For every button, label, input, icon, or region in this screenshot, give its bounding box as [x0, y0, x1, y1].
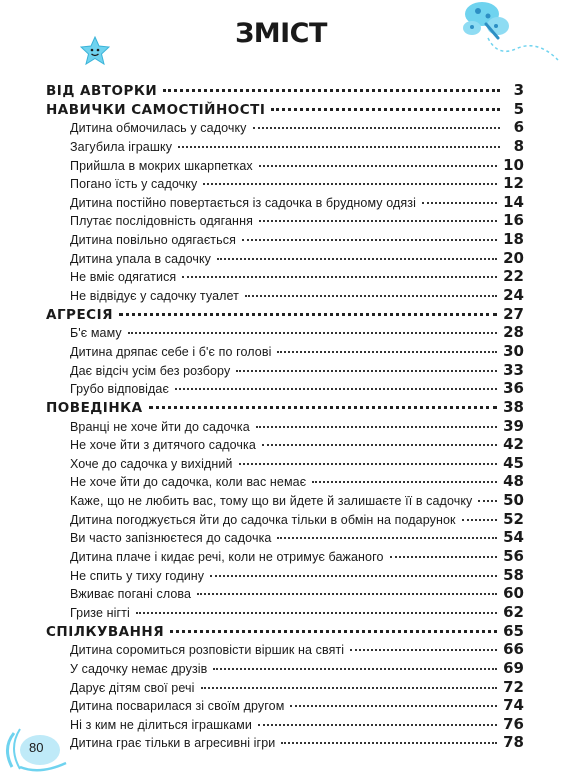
- dot-leader: [178, 146, 500, 148]
- dot-leader: [256, 426, 497, 428]
- toc-entry-title: Не хоче йти до садочка, коли вас немає: [70, 475, 307, 490]
- toc-item-row: [46, 230, 524, 249]
- dot-leader: [281, 742, 497, 744]
- toc-entry-title: Дарує дітям свої речі: [70, 680, 195, 695]
- dot-leader: [271, 108, 500, 111]
- toc-page-number: 24: [503, 286, 524, 305]
- toc-page-number: 50: [503, 491, 524, 510]
- dot-leader: [253, 127, 500, 129]
- toc-entry-title: Дає відсіч усім без розбору: [70, 363, 231, 378]
- toc-page-number: 60: [503, 584, 524, 603]
- toc-page-number: 74: [503, 696, 524, 715]
- dot-leader: [242, 239, 497, 241]
- dot-leader: [136, 612, 497, 614]
- toc-item-row: [46, 640, 524, 659]
- dot-leader: [203, 183, 497, 185]
- toc-page-number: 10: [503, 155, 524, 174]
- toc-item-row: [46, 472, 524, 491]
- toc-entry-title: Дитина соромиться розповісти віршик на святі: [70, 643, 345, 658]
- toc-item-row: [46, 678, 524, 697]
- toc-item-row: [46, 435, 524, 454]
- toc-item-row: [46, 267, 524, 286]
- dot-leader: [259, 220, 497, 222]
- toc-page-number: 69: [503, 658, 524, 677]
- toc-entry-title: Грубо відповідає: [70, 382, 169, 397]
- toc-item-row: [46, 417, 524, 436]
- toc-page-number: 45: [503, 453, 524, 472]
- toc-page-number: 54: [503, 528, 524, 547]
- toc-item-row: [46, 510, 524, 529]
- toc-item-row: [46, 528, 524, 547]
- toc-entry-title: Не вміє одягатися: [70, 270, 177, 285]
- toc-entry-title: Дитина дряпає себе і б'є по голові: [70, 344, 272, 359]
- toc-entry-title: Плутає послідовність одягання: [70, 214, 253, 229]
- toc-page-number: 42: [503, 435, 524, 454]
- toc-entry-title: Дитина упала в садочку: [70, 251, 212, 266]
- toc-item-row: [46, 733, 524, 752]
- dot-leader: [478, 500, 497, 502]
- toc-entry-title: Не спить у тиху годину: [70, 568, 205, 583]
- toc-entry-title: Дитина посварилася зі своїм другом: [70, 699, 285, 714]
- dot-leader: [119, 313, 497, 316]
- toc-page-number: 48: [503, 472, 524, 491]
- dot-leader: [217, 258, 497, 260]
- toc-entry-title: АГРЕСІЯ: [46, 306, 113, 323]
- toc-page-number: 3: [513, 81, 524, 99]
- toc-item-row: [46, 584, 524, 603]
- toc-item-row: [46, 137, 524, 156]
- dot-leader: [462, 519, 498, 521]
- toc-page-number: 18: [503, 230, 524, 249]
- toc-page-number: 56: [503, 547, 524, 566]
- toc-item-row: [46, 361, 524, 380]
- toc-section-row: [46, 305, 524, 324]
- toc-page-number: 62: [503, 602, 524, 621]
- dot-leader: [197, 593, 497, 595]
- dot-leader: [350, 649, 497, 651]
- toc-entry-title: Гризе нігті: [70, 605, 130, 620]
- toc-entry-title: Не відвідує у садочку туалет: [70, 289, 239, 304]
- toc-entry-title: Ви часто запізнюєтеся до садочка: [70, 531, 272, 546]
- toc-entry-title: Дитина обмочилась у садочку: [70, 121, 247, 136]
- toc-entry-title: СПІЛКУВАННЯ: [46, 623, 165, 640]
- toc-page-number: 8: [513, 136, 524, 155]
- toc-item-row: [46, 603, 524, 622]
- dot-leader: [262, 444, 497, 446]
- toc-page-number: 52: [503, 509, 524, 528]
- toc-item-row: [46, 566, 524, 585]
- toc-page-number: 30: [503, 341, 524, 360]
- dot-leader: [149, 406, 498, 409]
- toc-item-row: [46, 249, 524, 268]
- dot-leader: [390, 556, 498, 558]
- toc-page-number: 78: [503, 733, 524, 752]
- toc-entry-title: Дитина постійно повертається із садочка в брудному одязі: [70, 195, 416, 210]
- toc-entry-title: Дитина погоджується йти до садочка тільки в обмін на подарунок: [70, 512, 456, 527]
- toc-page-number: 16: [503, 211, 524, 230]
- toc-page-number: 39: [503, 416, 524, 435]
- toc-item-row: [46, 715, 524, 734]
- toc-entry-title: Погано їсть у садочку: [70, 177, 198, 192]
- toc-entry-title: Вживає погані слова: [70, 587, 192, 602]
- toc-entry-title: Вранці не хоче йти до садочка: [70, 419, 250, 434]
- toc-page-number: 58: [503, 565, 524, 584]
- toc-item-row: [46, 323, 524, 342]
- toc-entry-title: Дитина грає тільки в агресивні ігри: [70, 736, 276, 751]
- toc-item-row: [46, 118, 524, 137]
- toc-item-row: [46, 156, 524, 175]
- dot-leader: [259, 165, 497, 167]
- toc-entry-title: Каже, що не любить вас, тому що ви йдете й залишаєте її в садочку: [70, 494, 473, 509]
- toc-item-row: [46, 286, 524, 305]
- toc-item-row: [46, 379, 524, 398]
- toc-item-row: [46, 547, 524, 566]
- toc-entry-title: У садочку немає друзів: [70, 661, 208, 676]
- toc-entry-title: ПОВЕДІНКА: [46, 399, 143, 416]
- toc-section-row: [46, 100, 524, 119]
- toc-item-row: [46, 342, 524, 361]
- dot-leader: [277, 537, 497, 539]
- toc-page-number: 20: [503, 248, 524, 267]
- toc-item-row: [46, 491, 524, 510]
- toc-entry-title: Загубила іграшку: [70, 139, 173, 154]
- toc-entry-title: Б'є маму: [70, 326, 122, 341]
- toc-item-row: [46, 659, 524, 678]
- toc-entry-title: ВІД АВТОРКИ: [46, 83, 158, 99]
- toc-item-row: [46, 454, 524, 473]
- toc-page-number: 65: [503, 621, 524, 640]
- table-of-contents: [46, 81, 524, 752]
- toc-item-row: [46, 174, 524, 193]
- page-number: 80: [29, 740, 44, 755]
- dot-leader: [175, 388, 497, 390]
- dot-leader: [163, 89, 500, 92]
- toc-section-row: [46, 81, 524, 100]
- toc-page-number: 36: [503, 379, 524, 398]
- dot-leader: [210, 575, 497, 577]
- dot-leader: [312, 481, 497, 483]
- dot-leader: [277, 351, 497, 353]
- dot-leader: [239, 463, 498, 465]
- toc-page-number: 72: [503, 677, 524, 696]
- toc-page-number: 66: [503, 640, 524, 659]
- dot-leader: [236, 370, 497, 372]
- toc-page-number: 38: [503, 397, 524, 416]
- dot-leader: [245, 295, 497, 297]
- dot-leader: [182, 276, 497, 278]
- dot-leader: [258, 724, 497, 726]
- toc-page-number: 28: [503, 323, 524, 342]
- page-title: ЗМІСТ: [235, 18, 327, 49]
- toc-item-row: [46, 211, 524, 230]
- toc-entry-title: Ні з ким не ділиться іграшками: [70, 717, 252, 732]
- toc-page-number: 27: [503, 304, 524, 323]
- toc-item-row: [46, 193, 524, 212]
- toc-page-number: 5: [513, 99, 524, 118]
- toc-page-number: 14: [503, 192, 524, 211]
- dot-leader: [170, 630, 497, 633]
- toc-page-number: 33: [503, 360, 524, 379]
- dot-leader: [422, 202, 497, 204]
- toc-item-row: [46, 696, 524, 715]
- toc-entry-title: Не хоче йти з дитячого садочка: [70, 438, 256, 453]
- dot-leader: [128, 332, 497, 334]
- toc-page-number: 76: [503, 714, 524, 733]
- toc-page-number: 22: [503, 267, 524, 286]
- toc-page-number: 12: [503, 174, 524, 193]
- toc-entry-title: Дитина повільно одягається: [70, 233, 236, 248]
- toc-entry-title: Дитина плаче і кидає речі, коли не отримує бажаного: [70, 550, 384, 565]
- toc-section-row: [46, 398, 524, 417]
- toc-entry-title: Прийшла в мокрих шкарпетках: [70, 158, 253, 173]
- toc-entry-title: Хоче до садочка у вихідний: [70, 456, 233, 471]
- toc-entry-title: НАВИЧКИ САМОСТІЙНОСТІ: [46, 101, 266, 118]
- dot-leader: [213, 668, 497, 670]
- dot-leader: [201, 687, 498, 689]
- toc-page-number: 6: [513, 118, 524, 137]
- toc-section-row: [46, 622, 524, 641]
- dot-leader: [290, 705, 497, 707]
